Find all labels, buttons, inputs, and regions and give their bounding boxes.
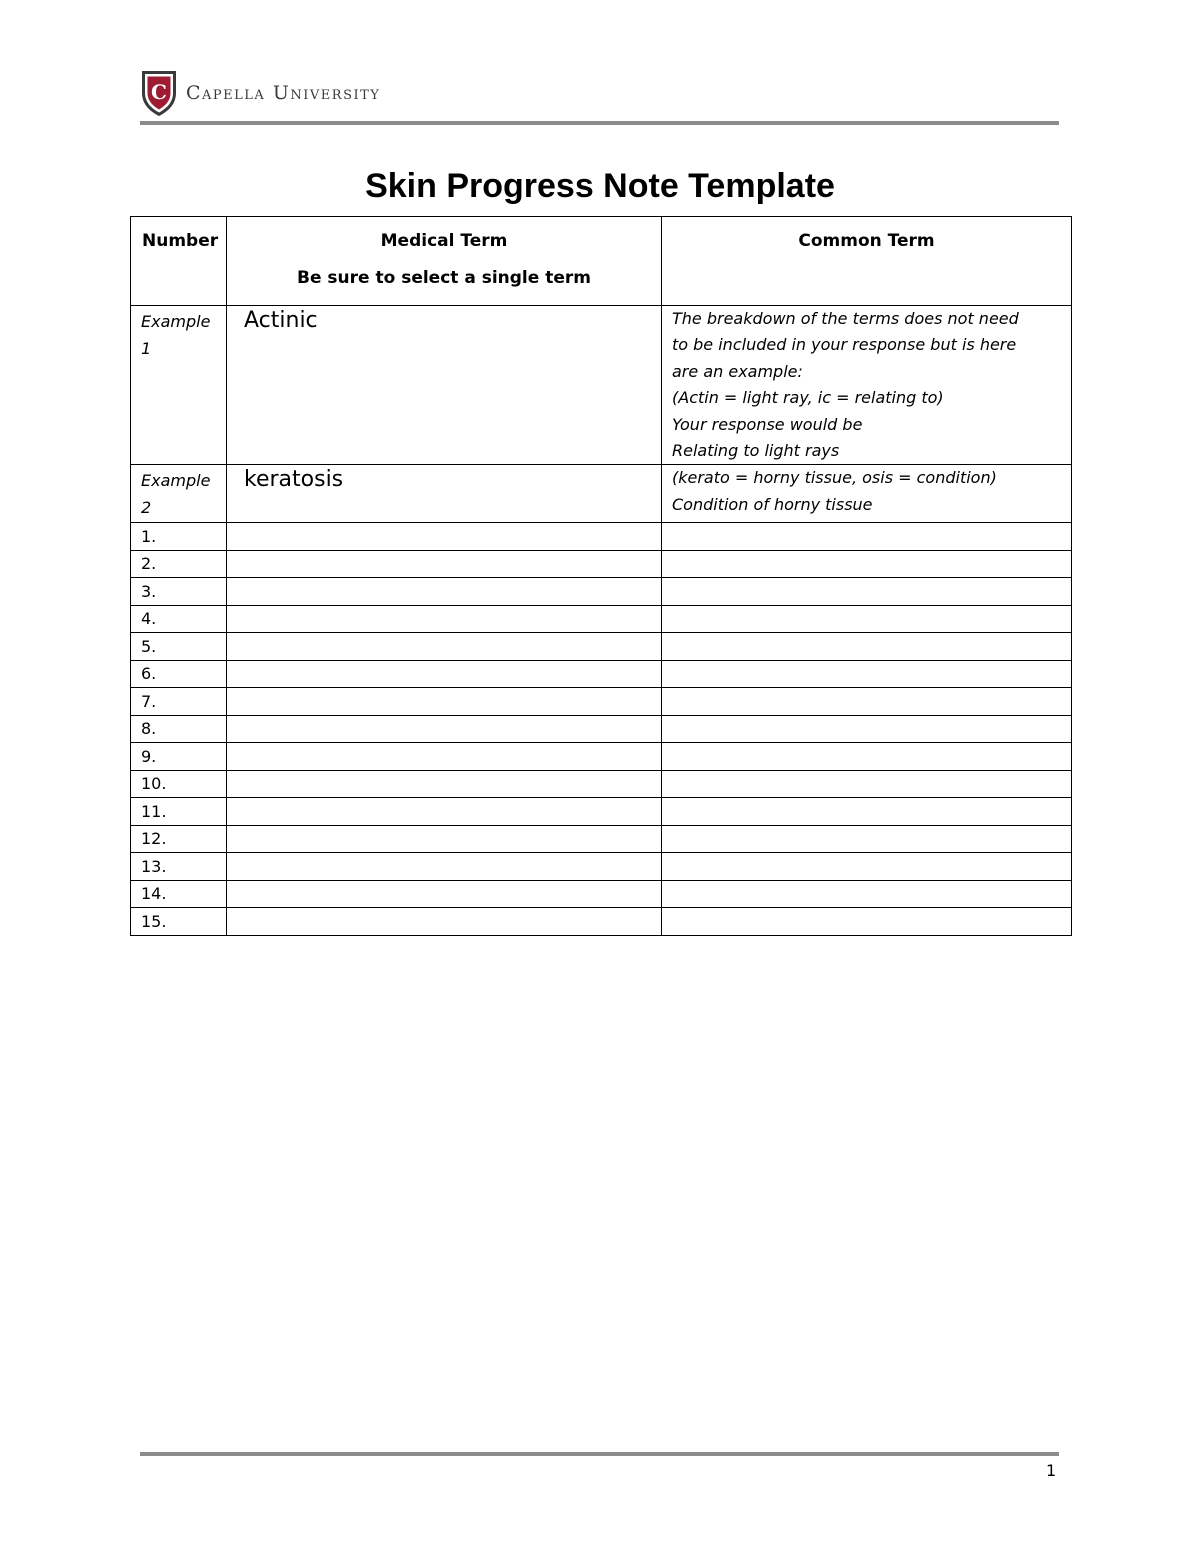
- common-term-input-cell[interactable]: [662, 880, 1072, 908]
- example-medical-term-cell: Actinic: [227, 306, 662, 465]
- medical-term-input-cell[interactable]: [227, 798, 662, 826]
- example-number-cell: Example 1: [131, 306, 227, 465]
- table-row: [131, 550, 1072, 578]
- table-row: [131, 715, 1072, 743]
- page-number: 1: [1046, 1461, 1057, 1480]
- medical-term-input-cell[interactable]: [227, 908, 662, 936]
- medical-term-input-cell[interactable]: [227, 605, 662, 633]
- common-term-input-cell[interactable]: [662, 633, 1072, 661]
- medical-term-input-cell[interactable]: [227, 523, 662, 551]
- university-shield-logo: [140, 69, 178, 117]
- common-term-input-cell[interactable]: [662, 605, 1072, 633]
- table-row: [131, 825, 1072, 853]
- common-term-input-cell[interactable]: [662, 743, 1072, 771]
- header-rule: [140, 121, 1059, 125]
- common-term-input-cell[interactable]: [662, 825, 1072, 853]
- medical-term-input-cell[interactable]: [227, 550, 662, 578]
- medical-term-input-cell[interactable]: [227, 743, 662, 771]
- common-term-input-cell[interactable]: [662, 798, 1072, 826]
- university-name-second: University: [272, 81, 381, 104]
- svg-text:C: C: [151, 80, 167, 104]
- column-header-medical-term: [227, 217, 662, 306]
- row-number-cell: 10.: [131, 770, 227, 798]
- page-header: [140, 68, 380, 118]
- table-row: [131, 688, 1072, 716]
- page-title: Skin Progress Note Template: [365, 167, 835, 205]
- column-header-number: Number: [131, 217, 227, 306]
- example-number-cell: Example 2: [131, 465, 227, 523]
- table-row: [131, 743, 1072, 771]
- row-number-cell: 14.: [131, 880, 227, 908]
- university-name: [186, 81, 381, 104]
- row-number-cell: 11.: [131, 798, 227, 826]
- table-row: [131, 908, 1072, 936]
- table-row: [131, 660, 1072, 688]
- table-row: [131, 605, 1072, 633]
- table-row: [131, 770, 1072, 798]
- medical-term-subheading: Be sure to select a single term: [297, 268, 591, 288]
- medical-term-input-cell[interactable]: [227, 880, 662, 908]
- row-number-cell: 9.: [131, 743, 227, 771]
- medical-term-input-cell[interactable]: [227, 853, 662, 881]
- medical-term-input-cell[interactable]: [227, 633, 662, 661]
- example-row: [131, 465, 1072, 523]
- table-row: [131, 853, 1072, 881]
- table-row: [131, 798, 1072, 826]
- common-term-input-cell[interactable]: [662, 578, 1072, 606]
- medical-term-input-cell[interactable]: [227, 715, 662, 743]
- row-number-cell: 12.: [131, 825, 227, 853]
- common-term-input-cell[interactable]: [662, 853, 1072, 881]
- medical-term-heading: Medical Term: [380, 231, 508, 251]
- example-medical-term-cell: keratosis: [227, 465, 662, 523]
- example-row: [131, 306, 1072, 465]
- footer-rule: [140, 1452, 1059, 1456]
- medical-term-input-cell[interactable]: [227, 825, 662, 853]
- row-number-cell: 4.: [131, 605, 227, 633]
- column-header-common-term: Common Term: [662, 217, 1072, 306]
- table-row: [131, 633, 1072, 661]
- common-term-input-cell[interactable]: [662, 550, 1072, 578]
- table-row: [131, 578, 1072, 606]
- common-term-input-cell[interactable]: [662, 523, 1072, 551]
- table-row: [131, 880, 1072, 908]
- row-number-cell: 7.: [131, 688, 227, 716]
- common-term-input-cell[interactable]: [662, 770, 1072, 798]
- medical-term-input-cell[interactable]: [227, 688, 662, 716]
- terms-table: [130, 216, 1072, 936]
- row-number-cell: 8.: [131, 715, 227, 743]
- row-number-cell: 2.: [131, 550, 227, 578]
- medical-term-input-cell[interactable]: [227, 660, 662, 688]
- table-header-row: [131, 217, 1072, 306]
- common-term-input-cell[interactable]: [662, 688, 1072, 716]
- row-number-cell: 5.: [131, 633, 227, 661]
- example-common-term-cell: (kerato = horny tissue, osis = condition) Condition of horny tissue: [662, 465, 1072, 523]
- common-term-input-cell[interactable]: [662, 908, 1072, 936]
- row-number-cell: 13.: [131, 853, 227, 881]
- example-common-term-cell: The breakdown of the terms does not need to be included in your response but is here are an example: (Actin = light ray, ic = relating to) Your response would be Relating to light rays: [662, 306, 1072, 465]
- common-term-input-cell[interactable]: [662, 660, 1072, 688]
- medical-term-input-cell[interactable]: [227, 770, 662, 798]
- row-number-cell: 15.: [131, 908, 227, 936]
- row-number-cell: 3.: [131, 578, 227, 606]
- row-number-cell: 6.: [131, 660, 227, 688]
- university-name-first: Capella: [186, 81, 266, 104]
- row-number-cell: 1.: [131, 523, 227, 551]
- medical-term-input-cell[interactable]: [227, 578, 662, 606]
- table-row: [131, 523, 1072, 551]
- common-term-input-cell[interactable]: [662, 715, 1072, 743]
